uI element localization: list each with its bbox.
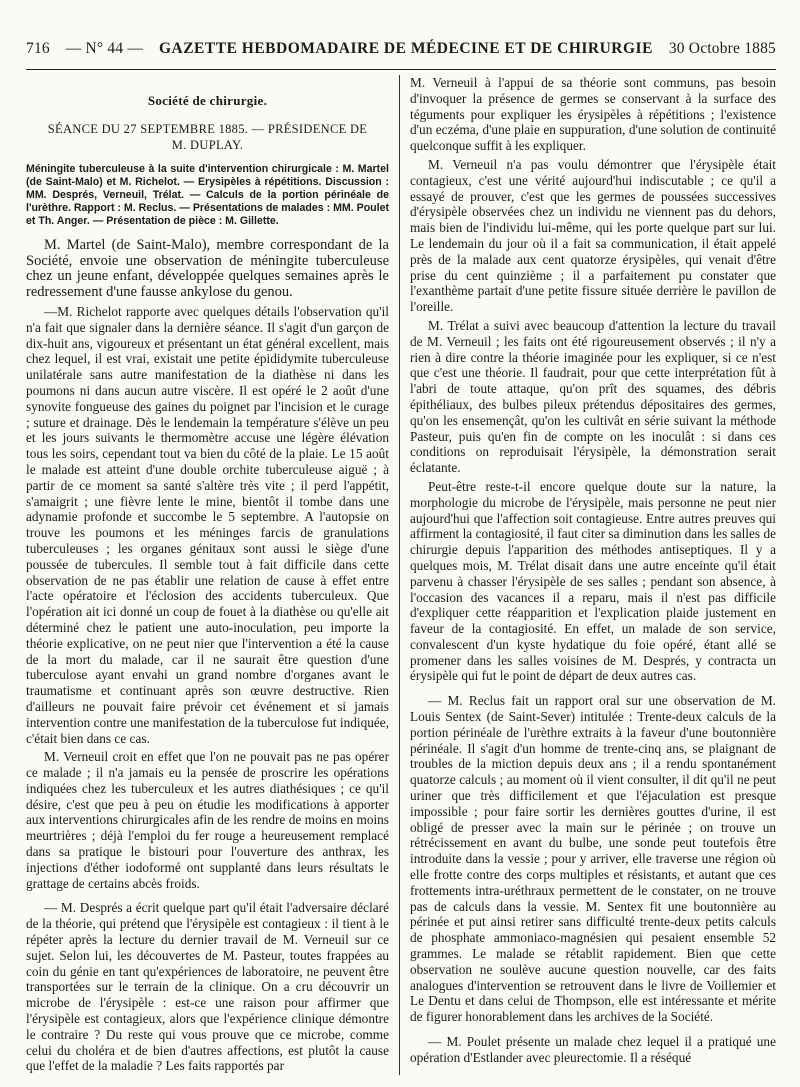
session-heading [26,121,389,153]
session-summary: Méningite tuberculeuse à la suite d'intervention chirurgicale : M. Martel (de Saint-Malo) et M. Richelot. — Erysipèles à répétitions. Discussion : MM. Després, Verneuil, Trélat. — Calculs de la portion périnéale de l'urèthre. Rapport : M. Reclus. — Présentations de malades : MM. Poulet et Th. Anger. — Présentation de pièce : M. Gillette. [26,162,389,227]
session-line-1: SÉANCE DU 27 SEPTEMBRE 1885. — PRÉSIDENCE DE [47,121,368,136]
journal-title: GAZETTE HEBDOMADAIRE DE MÉDECINE ET DE CHIRURGIE [158,40,653,57]
paragraph-despres-continued: M. Verneuil à l'appui de sa théorie sont communs, pas besoin d'invoquer la présence de germes se conservant à la surface des téguments pour expliquer les érysipèles à répétitions ; l'existence d'un eczéma, d'une plaie en suppuration, d'une solution de continuité quelconque suffit à les expliquer. [410,75,776,154]
paragraph-despres: — M. Després a écrit quelque part qu'il était l'adversaire déclaré de la théorie, qui prétend que l'érysipèle est contagieux : il tient à le répéter après la lecture du dernier travail de M. Verneuil sur ce sujet. Selon lui, les découvertes de M. Pasteur, toutes frappées au coin du génie en tant qu'expériences de laboratoire, ne peuvent être transportées sur le terrain de la clinique. On a cru découvrir un microbe de l'érysipèle : est-ce une raison pour affirmer que l'érysipèle est contagieux, alors que l'expérience clinique démontre le contraire ? Du reste qui vous prouve que ce microbe, comme celui du choléra et de bien d'autres affections, est plutôt la cause que l'effet de la maladie ? Les faits rapportés par [26,900,389,1074]
issue-number: — N° 44 — [65,40,144,57]
session-line-2: M. DUPLAY. [171,137,244,152]
left-column [26,75,389,1075]
header-rule [26,69,776,70]
paragraph-reclus: — M. Reclus fait un rapport oral sur une observation de M. Louis Sentex (de Saint-Sever) intitulée : Trente-deux calculs de la portion périnéale de l'urèthre extraits à la faveur d'une boutonnière périnéale. Il s'agit d'un homme de trente-cinq ans, se plaignant de troubles de la miction depuis deux ans ; il a rendu spontanément quatorze calculs ; au moment où il vient consulter, il dit qu'il ne peut uriner que très difficilement et que l'éjaculation est presque impossible ; pour faire sortir les dernières gouttes d'urine, il est obligé de presser avec la main sur le périnée ; on trouve un rétrécissement en avant du bulbe, une sonde peut toutefois être introduite dans la vessie ; pour y arriver, elle traverse une région où elle frotte contre des corps multiples et résistants, et autant que ces frottements intra-uréthraux permettent de le constater, on ne trouve pas de calculs dans la vessie. M. Sentex fit une boutonnière au périnée et put ainsi retirer sans difficulté trente-deux petits calculs de phosphate ammoniaco-magnésien qui pesaient ensemble 52 grammes. Le malade se rétablit rapidement. Bien que cette observation ne soulève aucune question nouvelle, car des faits analogues d'intervention se retrouvent dans le livre de Voillemier et Le Dentu et dans celui de Thompson, elle est intéressante et mérite de figurer honorablement dans les archives de la Société. [410,693,776,1025]
right-column [410,75,776,1075]
paragraph-poulet: — M. Poulet présente un malade chez lequel il a pratiqué une opération d'Estlander avec pleurectomie. Il a réséqué [410,1034,776,1065]
paragraph-verneuil-reply: M. Verneuil n'a pas voulu démontrer que l'érysipèle était contagieux, c'est une vérité aujourd'hui indiscutable ; ce qu'il a essayé de prouver, c'est que les germes de poussées successives d'érysipèle observées chez un individu ne viennent pas du dehors, mais bien de l'individu lui-même, qui les porte quelque part sur lui. Le lendemain du jour où il a fait sa communication, il était appelé près de la malade aux cent quatorze érysipèles, qui venait d'être prise du cent quinzième ; il a parfaitement pu constater que l'exanthème partait d'une petite fissure située derrière le pavillon de l'oreille. [410,156,776,315]
paragraph-contagion: Peut-être reste-t-il encore quelque doute sur la nature, la morphologie du microbe de l'érysipèle, mais personne ne peut nier aujourd'hui que l'affection soit contagieuse. Entre autres preuves qui affirment la contagiosité, il faut citer sa diminution dans les salles de chirurgie depuis l'apparition des méthodes antiseptiques. Il y a quelques mois, M. Trélat disait dans une autre enceinte qu'il était parvenu à chasser l'érysipèle de ses salles ; pendant son absence, à l'occasion des vacances il a reparu, mais il n'est pas difficile d'expliquer cette réapparition et l'explication plaide justement en faveur de la contagiosité. En effet, un malade de son service, convalescent d'un kyste hydatique du foie opéré, étant allé se promener dans les salles voisines de M. Després, y contracta un érysipèle qui fut le point de départ de deux autres cas. [410,478,776,684]
paragraph-trelat: M. Trélat a suivi avec beaucoup d'attention la lecture du travail de M. Verneuil ; les faits ont été rigoureusement observés ; il n'y a rien à dire contre la théorie imaginée pour les expliquer, si ce n'est que c'est une théorie. Il faudrait, pour que cette interprétation fût à l'abri de toute attaque, qu'on prît des squames, des débris épithéliaux, des bulbes pileux prétendus dépositaires des germes, qu'on les ensemençât, qu'on les cultivât en série suivant la méthode Pasteur, puis qu'en fin de compte on les inoculât : si dans ces conditions on reproduisait l'érysipèle, la démonstration serait éclatante. [410,317,776,476]
running-head [26,40,776,66]
column-divider [399,75,400,1075]
paragraph-martel: M. Martel (de Saint-Malo), membre correspondant de la Société, envoie une observation de méningite tuberculeuse chez un jeune enfant, développée quelques semaines après le redressement d'une fausse ankylose du genou. [26,236,389,301]
page-number: 716 [26,40,50,57]
issue-date: 30 Octobre 1885 [668,40,776,57]
paragraph-richelot: —M. Richelot rapporte avec quelques détails l'observation qu'il n'a fait que signaler dans la dernière séance. Il s'agit d'un garçon de dix-huit ans, vigoureux et présentant un état général excellent, mais chez lequel, il est vrai, existait une petite épididymite tuberculeuse unilatérale sans autre manifestation de la diathèse ni dans les poumons ni dans aucun autre viscère. Il est opéré le 2 août d'une synovite fongueuse des gaines du poignet par l'incision et le curage ; suture et drainage. Dès le lendemain la température s'élève un peu et les jours suivants le thermomètre accuse une légère élévation tous les soirs, cependant tout va bien du côté de la plaie. Le 15 août le malade est atteint d'une double orchite tuberculeuse aiguë ; à partir de ce moment sa santé s'altère très vite ; il perd l'appétit, s'amaigrit ; une fièvre lente le mine, bientôt il tombe dans une adynamie profonde et succombe le 5 septembre. A l'autopsie on trouve les poumons et les méninges farcis de granulations tuberculeuses ; les organes génitaux sont aussi le siège d'une poussée de tubercules. Il semble tout à fait difficile dans cette observation de ne pas établir une relation de cause à effet entre l'acte opératoire et l'éclosion des accidents tuberculeux. Que l'opération ait ici donné un coup de fouet à la diathèse ou qu'elle ait déterminé chez le patient une auto-inoculation, peu importe la théorie explicative, on ne peut nier que l'intervention a été la cause de la mort du malade, car il ne saurait être question d'une tuberculose ayant envahi un grand nombre d'organes avant le traumatisme et continuant après son œuvre destructive. Rien d'ailleurs ne pouvait faire prévoir cet événement et si jamais intervention contre une manifestation de la tuberculose fut indiquée, c'était bien dans ce cas. [26,303,389,746]
section-title: Société de chirurgie. [147,93,268,108]
paragraph-verneuil: M. Verneuil croit en effet que l'on ne pouvait pas ne pas opérer ce malade ; il n'a jamais eu la pensée de proscrire les opérations indiquées chez les tuberculeux et les autres diathésiques ; ce qu'il désire, c'est que peu à peu on étudie les modifications à apporter aux interventions chirurgicales afin de les rendre de moins en moins meurtrières ; déjà l'emploi du fer rouge a heureusement remplacé dans sa pratique le bistouri pour l'ouverture des anthrax, les injections d'éther iodoformé ont supplanté dans leurs résultats le grattage de certains abcès froids. [26,749,389,891]
